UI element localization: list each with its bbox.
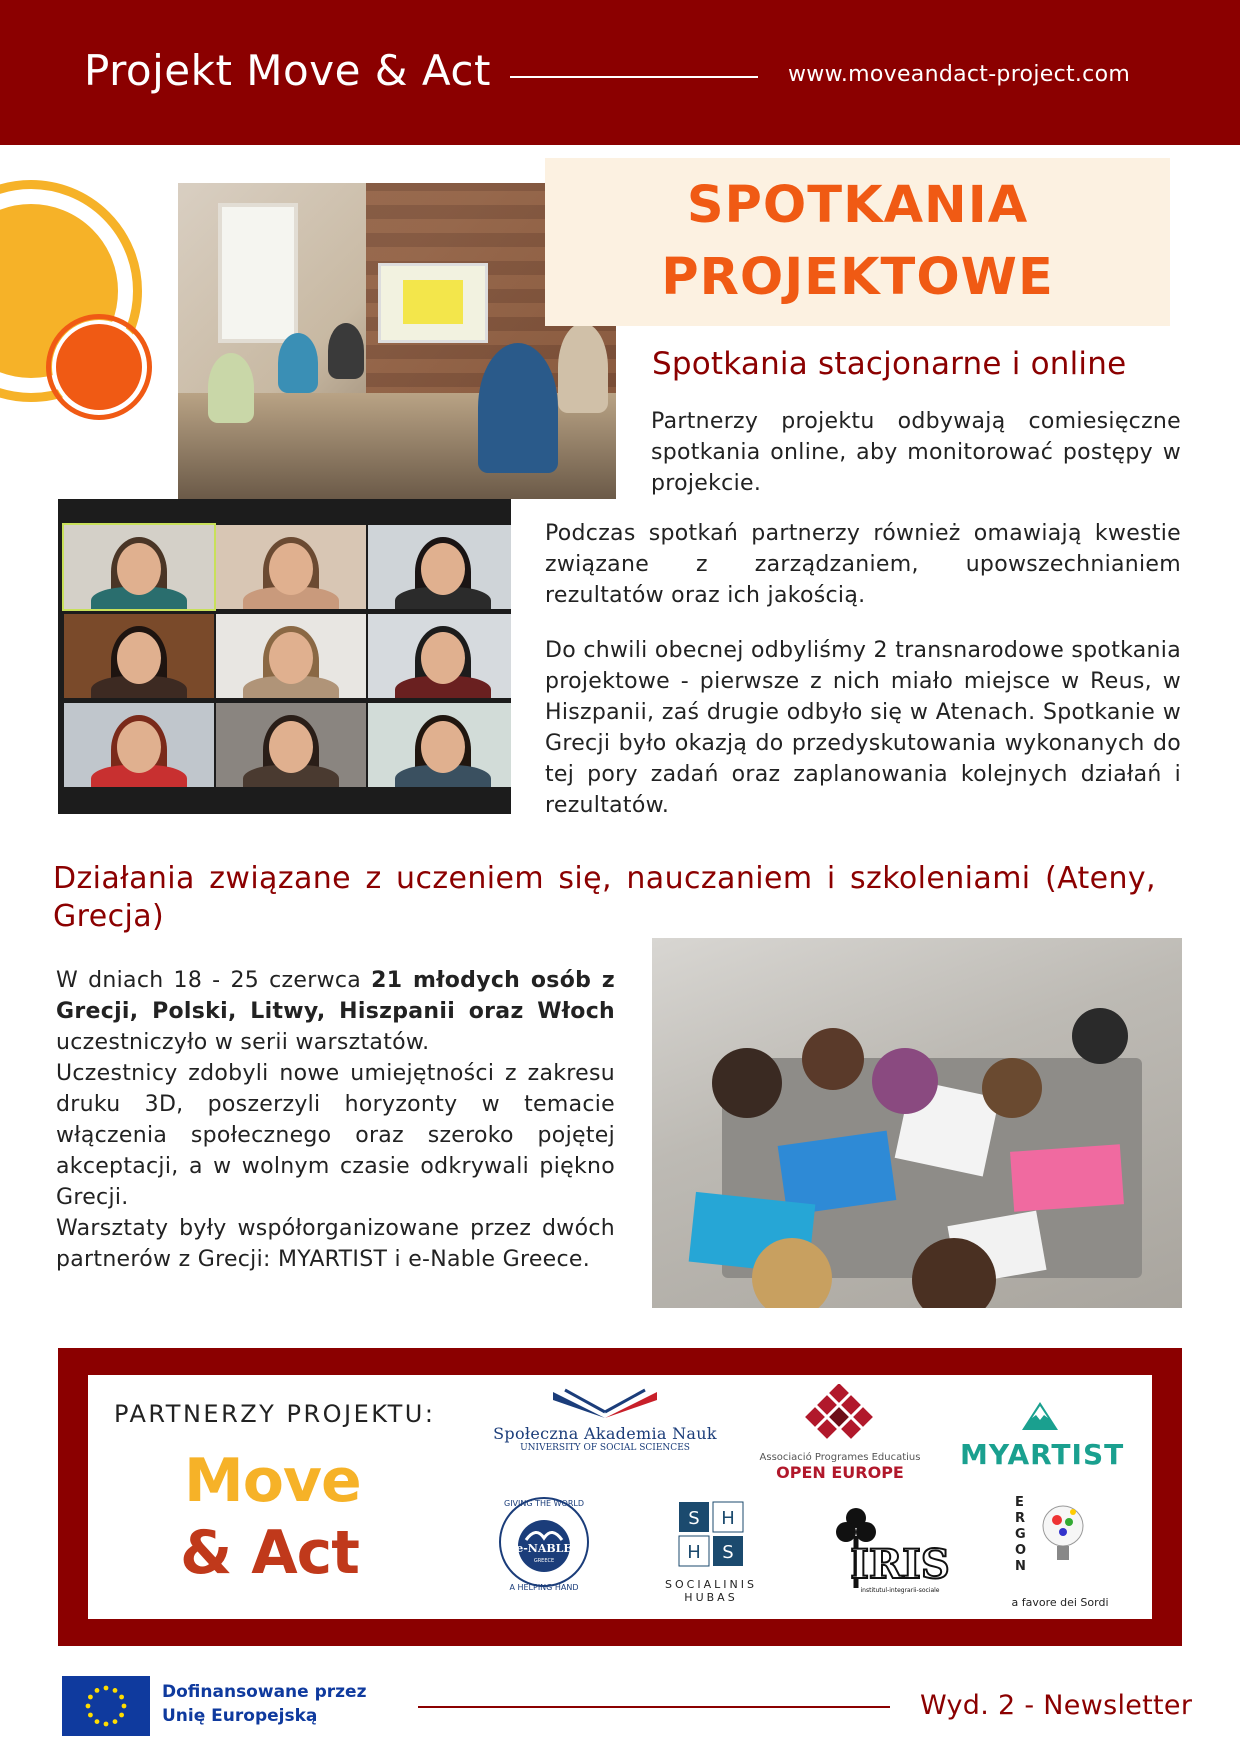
sh-letter-4: S [722,1542,734,1563]
eu-line2: Unię Europejską [162,1706,318,1726]
video-tile [216,614,366,698]
enable-badge-icon [496,1490,592,1594]
eu-star [95,1688,100,1693]
move-act-logo-move: Move [184,1446,361,1516]
workshop-intro: W dniach 18 - 25 czerwca [56,968,372,993]
enable-bottom: A HELPING HAND [509,1583,579,1592]
issue-label: Wyd. 2 - Newsletter [920,1690,1193,1721]
subheading-meetings: Spotkania stacjonarne i online [652,346,1127,382]
ergon-letter-3: G [1015,1527,1026,1542]
video-tile [64,703,214,787]
eu-star [113,1719,118,1724]
eu-star [122,1704,127,1709]
enable-country: GREECE [533,1558,555,1564]
open-europe-logo [756,1384,924,1482]
diamond-grid-icon [800,1384,880,1444]
video-tile [368,703,511,787]
iris-tree-icon [826,1500,956,1596]
ergon-letter-2: R [1015,1511,1026,1526]
paragraph-workshops [56,965,615,1275]
eu-star [119,1713,124,1718]
online-meeting-screenshot [58,499,511,814]
san-subtitle: UNIVERSITY OF SOCIAL SCIENCES [520,1443,690,1453]
workshop-skills: Uczestnicy zdobyli nowe umiejętności z zakresu druku 3D, poszerzyli horyzonty w temacie włączenia społecznego oraz szeroko pojętej akceptacji, a w wolnym czasie odkrywali piękno Grecji. [56,1061,615,1210]
workshop-organizers: Warsztaty były współorganizowane przez dwóch partnerów z Grecji: MYARTIST i e-Nable Greece. [56,1216,615,1272]
iris-subtitle: institutul-integrarii-sociale [860,1587,940,1594]
eu-funding-text [162,1680,366,1728]
eu-stars-icon [62,1676,150,1736]
eu-flag-icon [62,1676,150,1736]
socialinis-hubas-logo [636,1500,786,1604]
ergon-letter-1: E [1015,1495,1024,1510]
header-url[interactable]: www.moveandact-project.com [788,62,1131,87]
sh-letter-2: H [721,1508,735,1529]
eu-star [119,1695,124,1700]
eu-star [86,1704,91,1709]
eu-star [88,1695,93,1700]
eu-star [95,1719,100,1724]
subheading-learning-activities: Działania związane z uczeniem się, nauczaniem i szkoleniami (Ateny, Grecja) [53,861,1156,934]
open-europe-assoc: Associació Programes Educatius [759,1452,921,1463]
eu-star [88,1713,93,1718]
ergon-subtitle: a favore dei Sordi [1011,1596,1109,1609]
move-act-logo-act: & Act [180,1518,359,1588]
eu-line1: Dofinansowane przez [162,1682,367,1702]
socialinis-hubas-name: SOCIALINIS HUBAS [665,1578,757,1604]
open-book-icon [547,1388,663,1420]
video-tile [368,525,511,609]
eu-star [104,1686,109,1691]
video-tile [64,614,214,698]
iris-name: IRIS [850,1541,950,1588]
san-logo [490,1388,720,1453]
video-tile [64,525,214,609]
sh-letter-3: H [687,1542,701,1563]
enable-greece-logo [496,1490,592,1598]
eu-star [113,1688,118,1693]
header-title: Projekt Move & Act [84,46,491,95]
enable-top: GIVING THE WORLD [504,1499,584,1508]
paragraph-online-meetings: Partnerzy projektu odbywają comiesięczne spotkania online, aby monitorować postępy w projekcie. [651,409,1181,496]
section-title-line1: SPOTKANIA [686,176,1029,235]
ergon-logo [1000,1492,1120,1609]
workshop-intro-rest: uczestniczyło w serii warsztatów. [56,1030,430,1055]
workshop-participants: 21 młodych osób z Grecji, Polski, Litwy, Hiszpanii oraz Włoch [56,968,615,1024]
page-header [0,0,1240,145]
ergon-letter-5: N [1015,1559,1026,1574]
ergon-bulb-icon [1005,1492,1115,1590]
paragraph-transnational: Do chwili obecnej odbyliśmy 2 transnarodowe spotkania projektowe - pierwsze z nich miało miejsce w Reus, w Hiszpanii, zaś drugie odbyło się w Atenach. Spotkanie w Grecji było okazją do przedyskutowania wykonanych do tej pory zadań oraz zaplanowania kolejnych działań i rezultatów. [545,638,1181,818]
partners-title: PARTNERZY PROJEKTU: [114,1400,436,1428]
video-tile [368,614,511,698]
eu-star [104,1722,109,1727]
iris-logo [826,1500,956,1600]
header-divider [510,76,758,78]
sh-grid-icon [677,1500,745,1568]
video-tile [216,703,366,787]
footer-divider [418,1706,890,1708]
myartist-logo [960,1398,1125,1471]
paragraph-topics: Podczas spotkań partnerzy również omawiają kwestie związane z zarządzaniem, upowszechnianiem rezultatów oraz ich jakością. [545,521,1181,608]
san-name: Społeczna Akademia Nauk [493,1424,717,1443]
sh-letter-1: S [688,1508,700,1529]
myartist-name: MYARTIST [960,1438,1125,1471]
enable-name: e-NABLE [516,1542,572,1555]
open-europe-name: OPEN EUROPE [776,1463,904,1482]
video-tile [216,525,366,609]
section-title-box [545,158,1170,326]
decorative-circle-orange [52,320,146,414]
mountain-icon [1020,1398,1060,1432]
workshop-photo [652,938,1182,1308]
ergon-letter-4: O [1015,1543,1027,1558]
section-title-line2: PROJEKTOWE [661,248,1054,307]
